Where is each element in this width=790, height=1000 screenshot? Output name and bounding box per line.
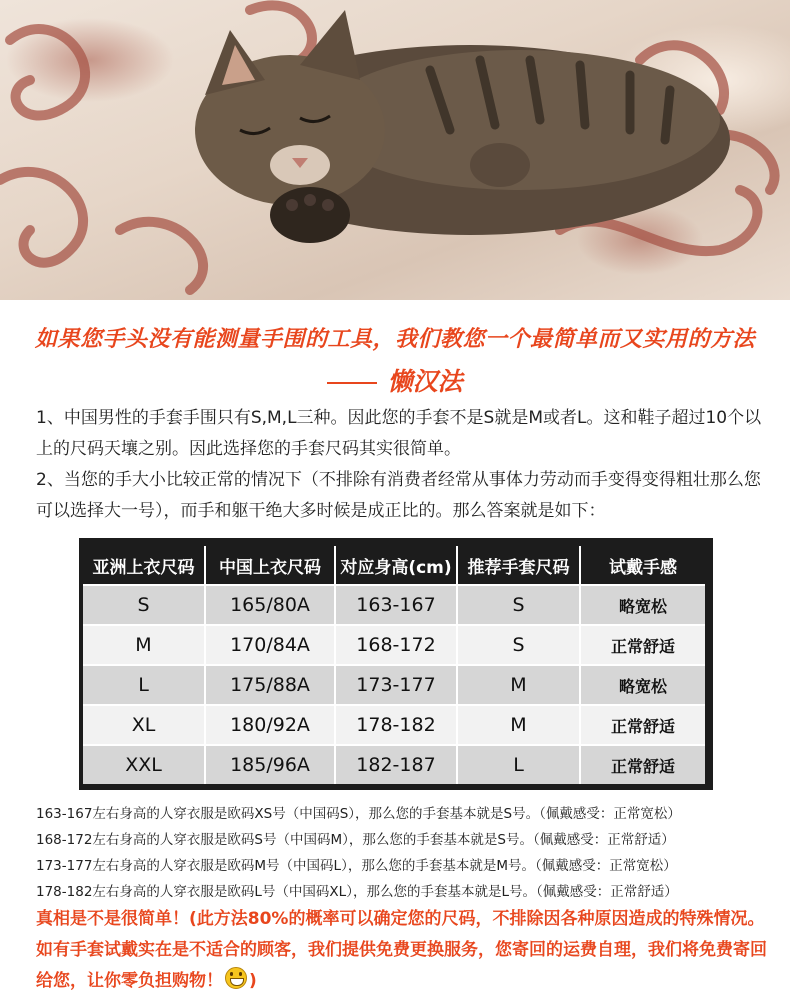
size-notes	[36, 801, 776, 905]
cell-china-size: 175/88A	[206, 664, 336, 704]
cell-glove-size: M	[458, 664, 581, 704]
cell-glove-size: L	[458, 744, 581, 784]
cell-asia-size: XL	[83, 704, 206, 744]
cell-china-size: 180/92A	[206, 704, 336, 744]
table-row	[83, 744, 705, 784]
cell-glove-size: S	[458, 584, 581, 624]
cell-fit-feel: 正常舒适	[581, 744, 705, 784]
header-fit-feel: 试戴手感	[581, 546, 705, 584]
note-line: 178-182左右身高的人穿衣服是欧码L号（中国码XL），那么您的手套基本就是L号。（佩戴感受：正常舒适）	[36, 884, 678, 900]
cat-illustration	[0, 0, 790, 300]
headline: 如果您手头没有能测量手围的工具，我们教您一个最简单而又实用的方法	[34, 327, 755, 352]
table-row	[83, 624, 705, 664]
table-row	[83, 704, 705, 744]
cell-asia-size: M	[83, 624, 206, 664]
note-line: 163-167左右身高的人穿衣服是欧码XS号（中国码S），那么您的手套基本就是S号。（佩戴感受：正常宽松）	[36, 806, 681, 822]
header-china-size: 中国上衣尺码	[206, 546, 336, 584]
cell-china-size: 170/84A	[206, 624, 336, 664]
note-line: 173-177左右身高的人穿衣服是欧码M号（中国码L），那么您的手套基本就是M号。（佩戴感受：正常宽松）	[36, 858, 677, 874]
cell-height: 182-187	[336, 744, 458, 784]
footer-closing: )	[249, 971, 257, 991]
cell-height: 163-167	[336, 584, 458, 624]
cell-asia-size: XXL	[83, 744, 206, 784]
subhead-text: 懒汉法	[387, 367, 463, 396]
cell-fit-feel: 正常舒适	[581, 704, 705, 744]
footer-message	[36, 904, 776, 997]
size-table	[83, 546, 705, 784]
cell-height: 168-172	[336, 624, 458, 664]
footer-text: 真相是不是很简单！(此方法80%的概率可以确定您的尺码，不排除因各种原因造成的特殊情况。如有手套试戴实在是不适合的顾客，我们提供免费更换服务，您寄回的运费自理，我们将免费寄回给您，让你零负担购物！	[36, 909, 767, 991]
header-height: 对应身高(cm)	[336, 546, 458, 584]
cell-fit-feel: 正常舒适	[581, 624, 705, 664]
cell-fit-feel: 略宽松	[581, 584, 705, 624]
note-line: 168-172左右身高的人穿衣服是欧码S号（中国码M），那么您的手套基本就是S号。（佩戴感受：正常舒适）	[36, 832, 675, 848]
cell-fit-feel: 略宽松	[581, 664, 705, 704]
cell-asia-size: L	[83, 664, 206, 704]
grinning-face-icon	[225, 967, 247, 989]
cell-glove-size: S	[458, 624, 581, 664]
cell-china-size: 165/80A	[206, 584, 336, 624]
hero-image	[0, 0, 790, 300]
header-glove-size: 推荐手套尺码	[458, 546, 581, 584]
subhead	[0, 362, 790, 398]
subhead-dash	[327, 382, 377, 384]
cell-height: 173-177	[336, 664, 458, 704]
cell-china-size: 185/96A	[206, 744, 336, 784]
header-asia-size: 亚洲上衣尺码	[83, 546, 206, 584]
paragraph-1: 1、中国男性的手套手围只有S,M,L三种。因此您的手套不是S就是M或者L。这和鞋子超过10个以上的尺码天壤之别。因此选择您的手套尺码其实很简单。	[36, 408, 762, 459]
paragraph-2: 2、当您的手大小比较正常的情况下（不排除有消费者经常从事体力劳动而手变得变得粗壮那么您可以选择大一号），而手和躯干绝大多时候是成正比的。那么答案就是如下：	[36, 470, 761, 521]
cell-asia-size: S	[83, 584, 206, 624]
cell-height: 178-182	[336, 704, 458, 744]
table-header-row	[83, 546, 705, 584]
size-table-frame	[79, 538, 713, 790]
cell-glove-size: M	[458, 704, 581, 744]
table-row	[83, 664, 705, 704]
table-row	[83, 584, 705, 624]
